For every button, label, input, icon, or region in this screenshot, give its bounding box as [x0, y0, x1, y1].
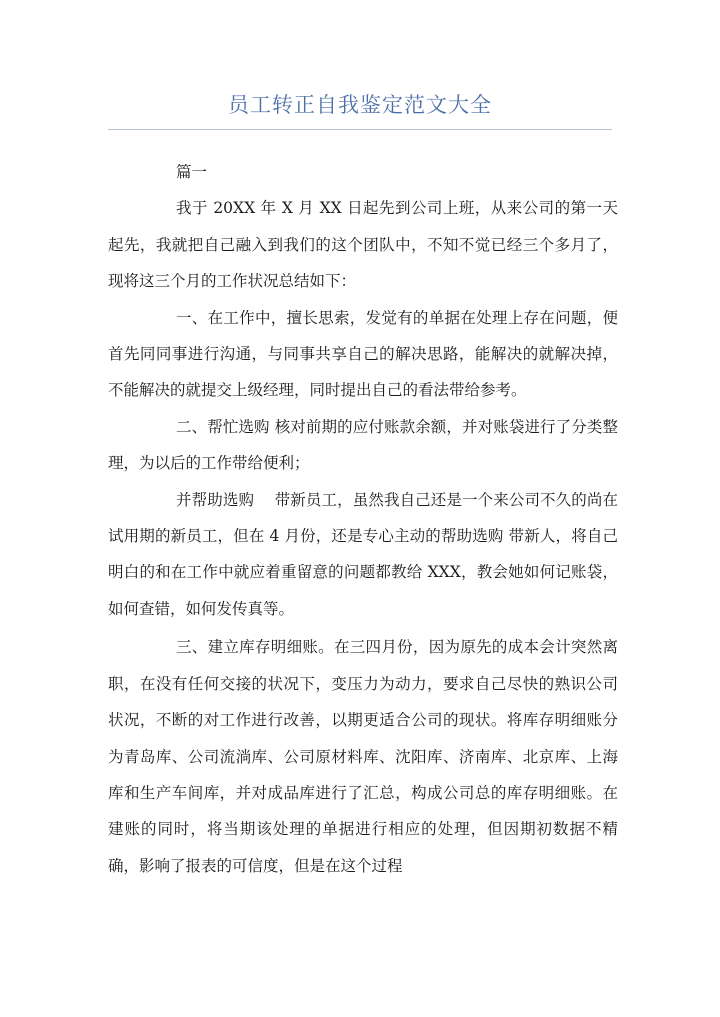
- paragraph-item-2: 二、帮忙选购 核对前期的应付账款余额，并对账袋进行了分类整理，为以后的工作带给便利；: [108, 417, 618, 473]
- section-label: 篇一: [176, 163, 208, 181]
- paragraph-item-1: 一、在工作中，擅长思索，发觉有的单据在处理上存在问题，便首先同同事进行沟通，与同事共享自己的解决思路，能解决的就解决掉，不能解决的就提交上级经理，同时提出自己的看法带给参考。: [108, 308, 618, 400]
- document-body: [108, 154, 618, 884]
- paragraph-item-3: 三、建立库存明细账。在三四月份，因为原先的成本会计突然离职，在没有任何交接的状况下，变压力为动力，要求自己尽快的熟识公司状况，不断的对工作进行改善，以期更适合公司的现状。将库存明细账分为青岛库、公司流淌库、公司原材料库、沈阳库、济南库、北京库、上海库和生产车间库，并对成品库进行了汇总，构成公司总的库存明细账。在建账的同时，将当期该处理的单据进行相应的处理，但因期初数据不精确，影响了报表的可信度，但是在这个过程: [108, 638, 618, 875]
- paragraph-intro: 我于 20XX 年 X 月 XX 日起先到公司上班，从来公司的第一天起先，我就把自己融入到我们的这个团队中，不知不觉已经三个多月了，现将这三个月的工作状况总结如下：: [108, 199, 618, 291]
- document-title: 员工转正自我鉴定范文大全: [228, 93, 492, 117]
- paragraph-item-2-detail: 并帮助选购 带新员工，虽然我自己还是一个来公司不久的尚在试用期的新员工，但在 4 月份，还是专心主动的帮助选购 带新人，将自己明白的和在工作中就应着重留意的问题都教给 XXX，教会她如何记账袋，如何查错，如何发传真等。: [108, 490, 618, 618]
- title-underline: [108, 129, 612, 130]
